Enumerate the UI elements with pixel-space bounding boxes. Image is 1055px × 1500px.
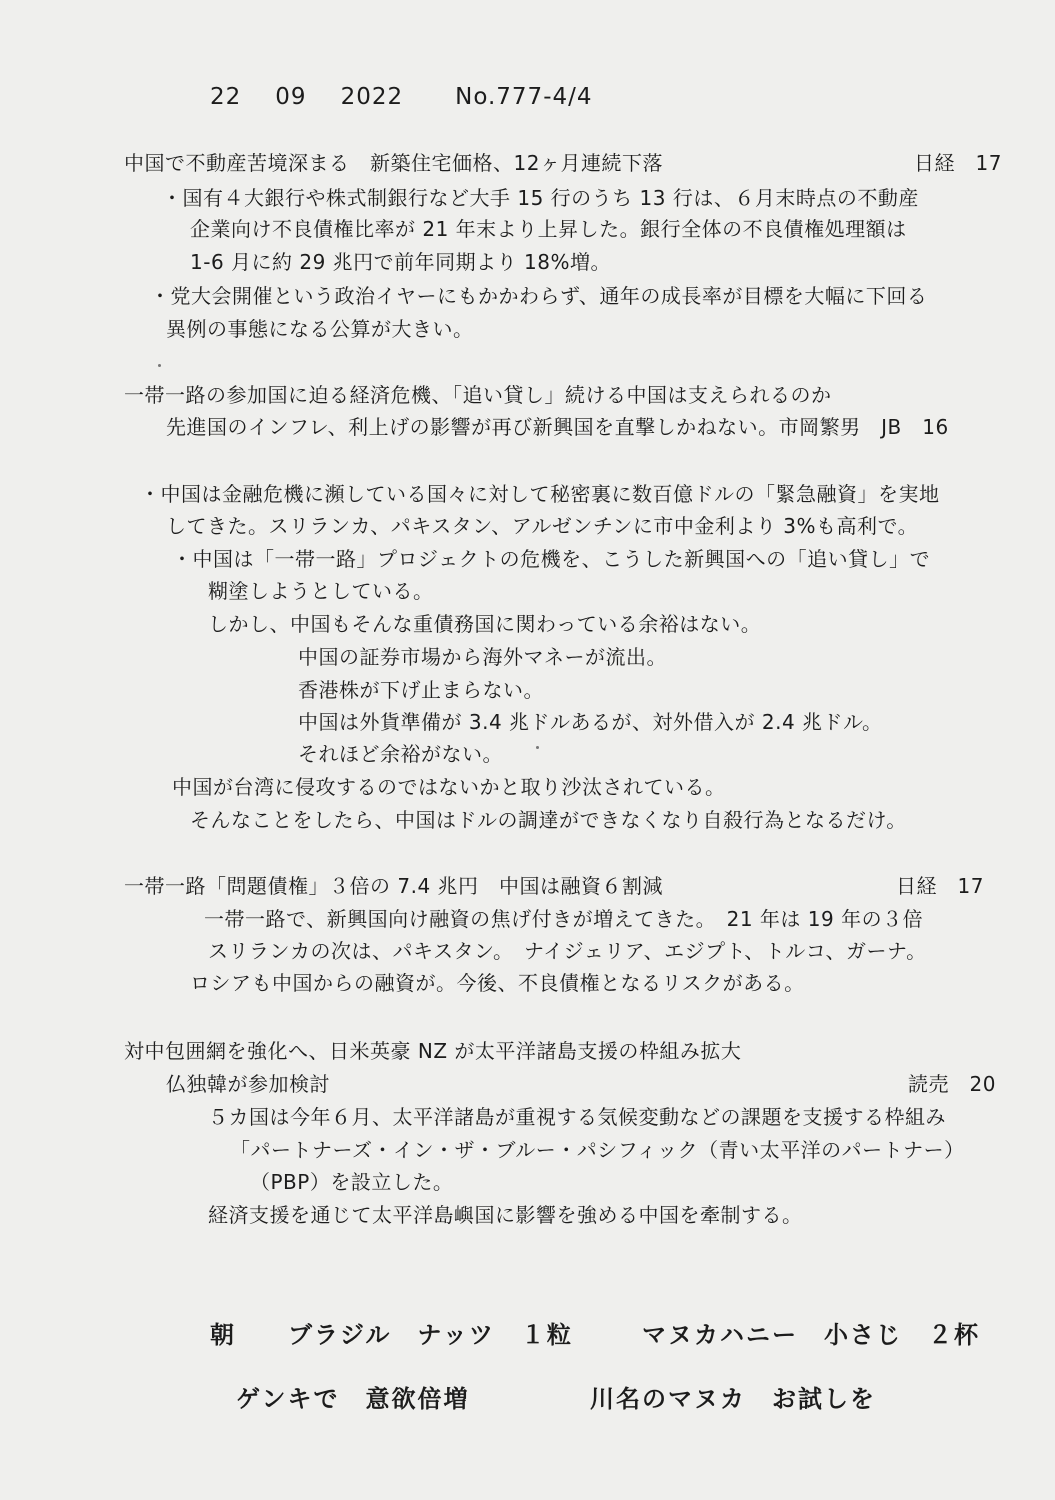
footer-line2-left: ゲンキで 意欲倍増 [236,1385,470,1413]
article1-source: 日経 17 [914,151,1002,175]
article2-line: 香港株が下げ止まらない。 [298,678,544,702]
article4-line: 経済支援を通じて太平洋島嶼国に影響を強める中国を牽制する。 [208,1203,803,1227]
article1-title: 中国で不動産苦境深まる 新築住宅価格、12ヶ月連続下落 [124,151,663,175]
article4-line: 「パートナーズ・イン・ザ・ブルー・パシフィック（青い太平洋のパートナー） [230,1138,965,1162]
article2-line: 中国の証券市場から海外マネーが流出。 [298,645,667,669]
header-number: No.777-4/4 [455,84,593,110]
article3-source: 日経 17 [896,874,984,898]
header-month: 09 [275,84,307,110]
footer-line2-right: 川名のマヌカ お試しを [590,1385,876,1413]
article2-line: ・中国は「一帯一路」プロジェクトの危機を、こうした新興国への「追い貸し」で [172,547,931,571]
article2-line: そんなことをしたら、中国はドルの調達ができなくなり自殺行為となるだけ。 [190,808,907,832]
article3-title: 一帯一路「問題債権」３倍の 7.4 兆円 中国は融資６割減 [124,874,664,898]
article4-title: 対中包囲網を強化へ、日米英豪 NZ が太平洋諸島支援の枠組み拡大 [124,1039,742,1063]
article3-line: スリランカの次は、パキスタン。 ナイジェリア、エジプト、トルコ、ガーナ。 [208,939,927,963]
article2-line: しかし、中国もそんな重債務国に関わっている余裕はない。 [208,612,762,636]
article4-line: ５カ国は今年６月、太平洋諸島が重視する気候変動などの課題を支援する枠組み [208,1105,946,1129]
footer-line1-right: マヌカハニー 小さじ ２杯 [642,1321,980,1349]
article4-source: 読売 20 [908,1072,996,1096]
article2-line: 中国は外貨準備が 3.4 兆ドルあるが、対外借入が 2.4 兆ドル。 [298,710,883,734]
scan-speck [158,364,161,367]
article2-line: ・中国は金融危機に瀕している国々に対して秘密裏に数百億ドルの「緊急融資」を実地 [140,482,940,506]
footer-line1-left: 朝 ブラジル ナッツ １粒 [210,1321,573,1349]
article3-line: ロシアも中国からの融資が。今後、不良債権となるリスクがある。 [190,971,805,995]
article1-line: ・党大会開催という政治イヤーにもかかわらず、通年の成長率が目標を大幅に下回る [150,284,928,308]
article4-subtitle: 仏独韓が参加検討 [166,1072,330,1096]
article4-line: （PBP）を設立した。 [250,1170,454,1194]
article2-line: 糊塗しようとしている。 [208,579,434,603]
article1-line: 1-6 月に約 29 兆円で前年同期より 18%増。 [190,250,611,274]
header-day: 22 [210,84,242,110]
article2-line: それほど余裕がない。 [298,742,503,766]
article2-line: してきた。スリランカ、パキスタン、アルゼンチンに市中金利より 3%も高利で。 [166,514,919,538]
article1-line: 企業向け不良債権比率が 21 年末より上昇した。銀行全体の不良債権処理額は [190,217,907,241]
scan-speck [536,746,539,749]
article2-line: 中国が台湾に侵攻するのではないかと取り沙汰されている。 [172,775,726,799]
article2-subtitle: 先進国のインフレ、利上げの影響が再び新興国を直撃しかねない。市岡繁男 JB 16 [166,415,949,439]
article2-title: 一帯一路の参加国に迫る経済危機、「追い貸し」続ける中国は支えられるのか [124,383,832,407]
article1-line: ・国有４大銀行や株式制銀行など大手 15 行のうち 13 行は、６月末時点の不動産 [162,186,919,210]
document-header [210,84,627,110]
article3-line: 一帯一路で、新興国向け融資の焦げ付きが増えてきた。 21 年は 19 年の３倍 [204,907,924,931]
article1-line: 異例の事態になる公算が大きい。 [166,317,474,341]
header-year: 2022 [340,84,404,110]
